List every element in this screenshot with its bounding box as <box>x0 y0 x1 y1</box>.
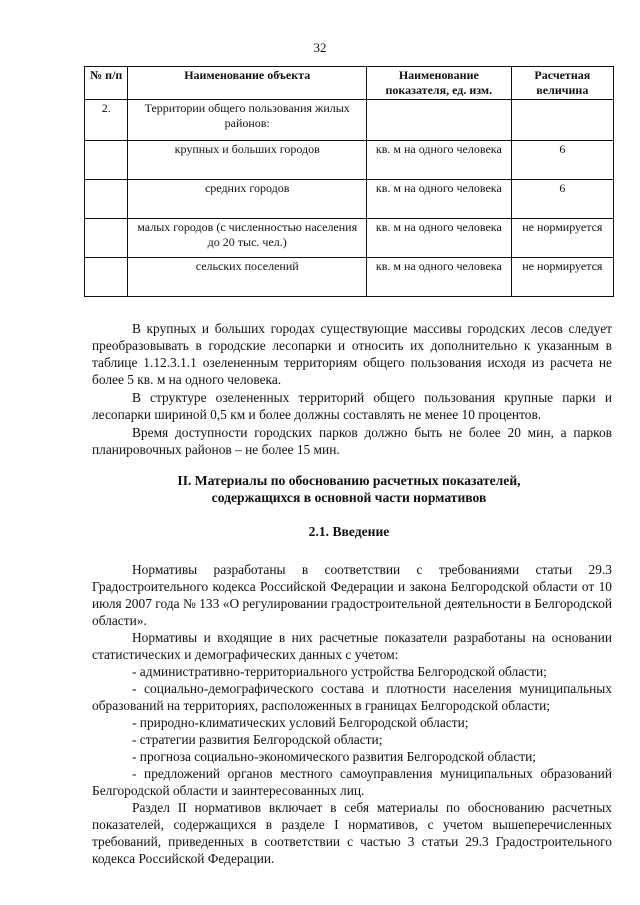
table-row <box>85 100 614 141</box>
header-indicator: Наименование показателя, ед. изм. <box>366 67 511 100</box>
list-item: - социально-демографического состава и плотности населения муниципальных образований на территориях, расположенных в границах Белгородской области; <box>92 681 612 713</box>
header-value: Расчетная величина <box>511 67 613 100</box>
cell-empty <box>366 100 511 141</box>
norms-table <box>84 66 614 297</box>
list-item: - стратегии развития Белгородской области; <box>132 732 383 747</box>
cell-value: 6 <box>511 180 613 219</box>
paragraph-park-structure: В структуре озелененных территорий общего пользования крупные парки и лесопарки шириной 0,5 км и более должны составлять не менее 10 процентов. <box>92 390 612 422</box>
cell-object: сельских поселений <box>128 258 367 297</box>
paragraph-park-access: Время доступности городских парков должно быть не более 20 мин, а парков планировочных районов – не более 15 мин. <box>92 425 612 457</box>
cell-empty <box>85 141 128 180</box>
cell-value: не нормируется <box>511 258 613 297</box>
list-item: - прогноза социально-экономического развития Белгородской области; <box>132 749 537 764</box>
list-item: - административно-территориального устройства Белгородской области; <box>132 664 547 679</box>
group-title: Территории общего пользования жилых районов: <box>128 100 367 141</box>
table-header-row <box>85 67 614 100</box>
cell-object: малых городов (с численностью населения до 20 тыс. чел.) <box>128 219 367 258</box>
section-heading-line1: II. Материалы по обоснованию расчетных показателей, <box>177 473 521 488</box>
list-item: - природно-климатических условий Белгородской области; <box>132 715 469 730</box>
cell-indicator: кв. м на одного человека <box>366 141 511 180</box>
cell-value: 6 <box>511 141 613 180</box>
page-number: 32 <box>313 40 327 55</box>
cell-indicator: кв. м на одного человека <box>366 180 511 219</box>
table-row <box>85 180 614 219</box>
header-object: Наименование объекта <box>128 67 367 100</box>
paragraph-section-scope: Раздел II нормативов включает в себя материалы по обоснованию расчетных показателей, содержащихся в разделе I нормативов, с учетом вышеперечисленных требований, приведенных в соответствии с частью 3 статьи 29.3 Градостроительного кодекса Российской Федерации. <box>92 800 612 866</box>
subsection-heading: 2.1. Введение <box>308 524 390 539</box>
paragraph-data-basis: Нормативы и входящие в них расчетные показатели разработаны на основании статистических и демографических данных с учетом: <box>92 630 612 662</box>
table-row <box>85 141 614 180</box>
paragraph-forests: В крупных и больших городах существующие массивы городских лесов следует преобразовывать в городские лесопарки и относить их дополнительно к указанным в таблице 1.12.3.1.1 озелененным территориям общего пользования исходя из расчета не более 5 кв. м на одного человека. <box>92 321 612 387</box>
paragraph-legal-basis: Нормативы разработаны в соответствии с требованиями статьи 29.3 Градостроительного кодекса Российской Федерации и закона Белгородской области от 10 июля 2007 года № 133 «О регулировании градостроительной деятельности в Белгородской области». <box>92 562 612 628</box>
row-number: 2. <box>85 100 128 141</box>
cell-empty <box>511 100 613 141</box>
cell-value: не нормируется <box>511 219 613 258</box>
cell-indicator: кв. м на одного человека <box>366 258 511 297</box>
section-heading-line2: содержащихся в основной части нормативов <box>211 490 487 505</box>
list-item: - предложений органов местного самоуправления муниципальных образований Белгородской области и заинтересованных лиц. <box>92 766 612 798</box>
cell-empty <box>85 219 128 258</box>
table-row <box>85 258 614 297</box>
cell-empty <box>85 180 128 219</box>
cell-empty <box>85 258 128 297</box>
cell-indicator: кв. м на одного человека <box>366 219 511 258</box>
header-number: № п/п <box>85 67 128 100</box>
cell-object: крупных и больших городов <box>128 141 367 180</box>
cell-object: средних городов <box>128 180 367 219</box>
table-row <box>85 219 614 258</box>
